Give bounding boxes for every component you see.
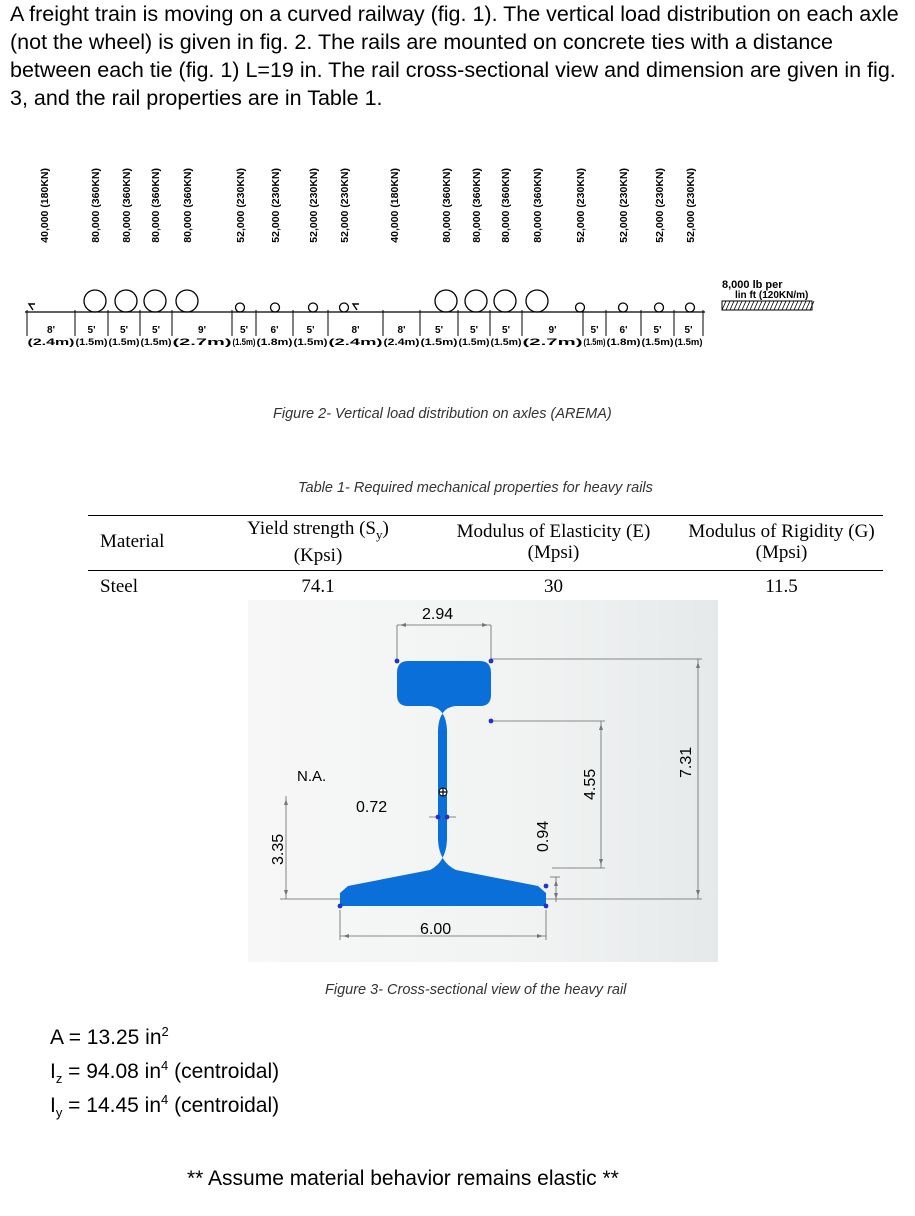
wheel-icon — [686, 303, 695, 312]
header-yield-unit: (Kpsi) — [293, 544, 343, 566]
spacing-feet-labels — [47, 325, 692, 336]
dim-na-height: 3.35 — [270, 833, 287, 865]
axle-load-label: 80,000 (360KN) — [90, 168, 102, 243]
spacing-m-label: (1.5m) — [458, 337, 490, 348]
iz-sub: z — [55, 1071, 63, 1087]
spacing-ft-label: 8' — [47, 325, 55, 336]
figure-3-caption: Figure 3- Cross-sectional view of the heavy rail — [325, 982, 627, 998]
wheel-icon — [309, 303, 318, 312]
axle-load-label: 52,000 (230KN) — [270, 168, 282, 243]
wheel-icon — [494, 290, 516, 312]
figure-2-load-diagram — [0, 160, 915, 365]
dim-web-height: 4.55 — [582, 768, 599, 800]
spacing-ft-label: 5' — [435, 325, 443, 336]
iy-value: = 14.45 in — [62, 1094, 162, 1117]
table-header-row — [88, 516, 883, 571]
header-yield-close: ) — [382, 518, 389, 539]
header-material: Material — [100, 531, 165, 553]
iy-sub: y — [55, 1105, 63, 1121]
dim-web-thickness: 0.72 — [356, 799, 388, 816]
header-yield — [209, 516, 427, 571]
wheel-icon — [271, 303, 280, 312]
wheel-icon — [144, 290, 166, 312]
spacing-ft-label: 5' — [590, 325, 599, 336]
spacing-m-label: (1.8m) — [256, 337, 293, 348]
header-yield-sub: y — [375, 526, 383, 542]
axle-load-label: 52,000 (230KN) — [654, 168, 666, 243]
spacing-m-label: (2.4m) — [383, 337, 420, 348]
axle-load-label: 52,000 (230KN) — [685, 168, 697, 243]
wheel-icon — [655, 303, 664, 312]
iy-note: (centroidal) — [168, 1094, 280, 1117]
axle-load-label: 40,000 (180KN) — [389, 168, 401, 243]
header-modulus-g — [680, 516, 883, 571]
cell-modulus-g: 11.5 — [765, 575, 798, 597]
spacing-m-label: (1.5m) — [490, 337, 522, 348]
header-modulus-e-unit: (Mpsi) — [527, 541, 580, 563]
uniform-load-label-1: 8,000 lb per — [722, 279, 783, 291]
spacing-metric-labels — [28, 337, 703, 348]
spacing-ft-label: 9' — [548, 325, 557, 336]
wheel-icon — [340, 303, 349, 312]
axle-load-label: 52,000 (230KN) — [308, 168, 320, 243]
wheel-icon — [115, 290, 137, 312]
spacing-ft-label: 5' — [653, 325, 662, 336]
wheel-icon — [236, 303, 245, 312]
uniform-load-label-2: lin ft (120KN/m) — [735, 290, 809, 301]
axle-load-label: 80,000 (360KN) — [121, 168, 133, 243]
table-row — [88, 570, 883, 597]
elastic-assumption-note: ** Assume material behavior remains elastic ** — [187, 1167, 619, 1190]
spacing-ft-label: 6' — [619, 325, 628, 336]
wheel-icon — [176, 290, 198, 312]
spacing-m-label: (1.5m) — [140, 337, 172, 348]
area-symbol: A — [50, 1026, 63, 1049]
spacing-ticks — [27, 310, 703, 336]
centroid-marker-icon — [439, 788, 447, 796]
spacing-m-label: (1.5m) — [293, 337, 328, 348]
cell-material: Steel — [100, 575, 138, 597]
iy-unit-exp: 4 — [161, 1092, 169, 1107]
spacing-m-label: (2.4m) — [27, 337, 75, 348]
spacing-m-label: (1.5m) — [232, 337, 256, 348]
axle-load-label: 52,000 (230KN) — [618, 168, 630, 243]
spacing-ft-label: 5' — [152, 325, 160, 336]
spacing-m-label: (2.7m) — [172, 337, 232, 348]
spacing-ft-label: 5' — [120, 325, 128, 336]
spacing-m-label: (1.5m) — [674, 337, 703, 348]
spacing-ft-label: 8' — [351, 325, 360, 336]
header-modulus-g-text: Modulus of Rigidity (G) — [688, 520, 875, 542]
spacing-ft-label: 6' — [270, 325, 279, 336]
spacing-ft-label: 5' — [684, 325, 693, 336]
axle-load-label: 52,000 (230KN) — [235, 168, 247, 243]
header-modulus-e-text: Modulus of Elasticity (E) — [456, 520, 651, 542]
axle-load-label: 80,000 (360KN) — [532, 168, 544, 243]
header-yield-text: Yield strength (S — [247, 518, 376, 539]
wheel-icon — [465, 290, 487, 312]
iz-property — [50, 1052, 279, 1086]
iz-note: (centroidal) — [168, 1060, 280, 1083]
axle-load-label: 80,000 (360KN) — [500, 168, 512, 243]
section-properties — [50, 1018, 279, 1120]
wheel-icon — [435, 290, 457, 312]
spacing-ft-label: 5' — [240, 325, 248, 336]
spacing-m-label: (1.5m) — [583, 337, 606, 348]
spacing-ft-label: 5' — [87, 325, 96, 336]
wheel-icon — [619, 303, 628, 312]
wheel-icon — [84, 290, 106, 312]
axle-load-label: 80,000 (360KN) — [182, 168, 194, 243]
dim-total-height: 7.31 — [678, 746, 695, 778]
properties-table — [88, 515, 883, 597]
dim-head-width: 2.94 — [422, 606, 454, 623]
dim-base-thickness: 0.94 — [535, 820, 552, 852]
spacing-ft-label: 5' — [306, 325, 315, 336]
spacing-ft-label: 5' — [470, 325, 478, 336]
spacing-ft-label: 5' — [502, 325, 510, 336]
iy-symbol: I — [50, 1094, 56, 1117]
area-value: = 13.25 in — [62, 1026, 162, 1049]
axle-load-label: 52,000 (230KN) — [575, 168, 587, 243]
spacing-m-label: (1.5m) — [420, 337, 458, 348]
spacing-m-label: (2.4m) — [328, 337, 383, 348]
dim-base-width: 6.00 — [420, 921, 452, 938]
neutral-axis-label: N.A. — [297, 768, 327, 785]
cell-modulus-e: 30 — [544, 575, 563, 597]
iy-property — [50, 1086, 279, 1120]
axle-load-label: 80,000 (360KN) — [150, 168, 162, 243]
header-modulus-g-unit: (Mpsi) — [755, 541, 808, 563]
spacing-m-label: (1.8m) — [606, 337, 641, 348]
figure-2-caption: Figure 2- Vertical load distribution on axles (AREMA) — [273, 406, 612, 422]
axle-wheels — [84, 290, 695, 312]
spacing-m-label: (1.5m) — [641, 337, 674, 348]
iz-value: = 94.08 in — [62, 1060, 162, 1083]
wheel-icon — [526, 290, 548, 312]
problem-text: A freight train is moving on a curved railway (fig. 1). The vertical load distribution on each axle (not the wheel) is given in fig. 2. The rails are mounted on concrete ties with a distance between each tie (fig. 1) L=19 in. The rail cross-sectional view and dimension are given in fig. 3, and the rail properties are in Table 1. — [10, 2, 899, 110]
iz-unit-exp: 4 — [161, 1058, 169, 1073]
table-1-caption: Table 1- Required mechanical properties for heavy rails — [298, 480, 653, 496]
spacing-ft-label: 8' — [397, 325, 406, 336]
spacing-m-label: (2.7m) — [522, 337, 583, 348]
axle-load-label: 40,000 (180KN) — [39, 168, 51, 243]
axle-load-label: 52,000 (230KN) — [339, 168, 351, 243]
problem-statement — [10, 0, 905, 112]
spacing-m-label: (1.5m) — [75, 337, 108, 348]
iz-symbol: I — [50, 1060, 56, 1083]
cell-yield: 74.1 — [301, 575, 335, 597]
figure-3-rail-section — [248, 600, 718, 965]
axle-load-label: 80,000 (360KN) — [441, 168, 453, 243]
spacing-m-label: (1.5m) — [108, 337, 140, 348]
area-unit-exp: 2 — [161, 1024, 169, 1039]
axle-load-labels — [39, 168, 697, 243]
uniform-load-hatch-lines — [722, 301, 814, 310]
area-property — [50, 1018, 279, 1052]
spacing-ft-label: 9' — [198, 325, 206, 336]
header-modulus-e — [427, 516, 680, 571]
axle-load-label: 80,000 (360KN) — [471, 168, 483, 243]
